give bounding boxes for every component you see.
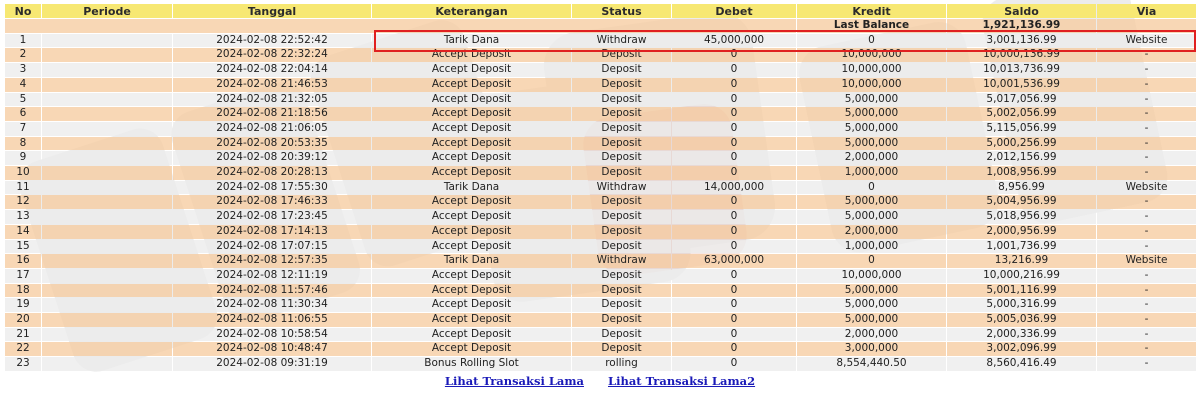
cell-periode xyxy=(42,269,172,283)
cell-keterangan: Accept Deposit xyxy=(372,151,571,165)
cell-status: Deposit xyxy=(572,313,671,327)
cell-saldo: 2,012,156.99 xyxy=(947,151,1096,165)
cell-tanggal: 2024-02-08 17:14:13 xyxy=(173,225,371,239)
cell-keterangan: Accept Deposit xyxy=(372,48,571,62)
cell-saldo: 1,001,736.99 xyxy=(947,240,1096,254)
table-row xyxy=(5,195,1196,209)
cell-no: 1 xyxy=(5,34,41,48)
cell-status: Deposit xyxy=(572,328,671,342)
cell-keterangan: Accept Deposit xyxy=(372,284,571,298)
cell-tanggal: 2024-02-08 21:06:05 xyxy=(173,122,371,136)
cell-debet: 14,000,000 xyxy=(672,181,796,195)
cell-via: - xyxy=(1097,93,1196,107)
cell-status: Deposit xyxy=(572,151,671,165)
cell-via: - xyxy=(1097,166,1196,180)
cell-periode xyxy=(42,48,172,62)
cell-kredit: 0 xyxy=(797,34,946,48)
table-row xyxy=(5,357,1196,371)
cell-status: Deposit xyxy=(572,166,671,180)
cell-debet: 45,000,000 xyxy=(672,34,796,48)
cell-via: - xyxy=(1097,48,1196,62)
cell-saldo: 5,000,256.99 xyxy=(947,137,1096,151)
cell-debet: 0 xyxy=(672,342,796,356)
cell-status: Deposit xyxy=(572,210,671,224)
cell-saldo: 13,216.99 xyxy=(947,254,1096,268)
highlight-box xyxy=(374,30,1196,52)
cell-tanggal: 2024-02-08 17:07:15 xyxy=(173,240,371,254)
cell-status: Deposit xyxy=(572,137,671,151)
cell-periode xyxy=(42,107,172,121)
table-row xyxy=(5,122,1196,136)
col-header-via: Via xyxy=(1097,4,1196,18)
cell-saldo: 5,001,116.99 xyxy=(947,284,1096,298)
cell-status: Deposit xyxy=(572,107,671,121)
cell-via: - xyxy=(1097,313,1196,327)
cell-via: Website xyxy=(1097,34,1196,48)
cell-kredit: 2,000,000 xyxy=(797,328,946,342)
cell-via: - xyxy=(1097,210,1196,224)
col-header-no: No xyxy=(5,4,41,18)
col-header-periode: Periode xyxy=(42,4,172,18)
cell-via: - xyxy=(1097,342,1196,356)
cell-tanggal: 2024-02-08 20:28:13 xyxy=(173,166,371,180)
cell-via: - xyxy=(1097,225,1196,239)
cell-no: 3 xyxy=(5,63,41,77)
cell-saldo: 1,008,956.99 xyxy=(947,166,1096,180)
cell-no: 23 xyxy=(5,357,41,371)
cell-periode xyxy=(42,195,172,209)
table-row xyxy=(5,225,1196,239)
cell-saldo: 5,018,956.99 xyxy=(947,210,1096,224)
cell-periode xyxy=(42,210,172,224)
cell-kredit: 1,000,000 xyxy=(797,166,946,180)
table-row xyxy=(5,254,1196,268)
cell-kredit: 5,000,000 xyxy=(797,210,946,224)
cell-keterangan: Accept Deposit xyxy=(372,342,571,356)
cell-kredit: 2,000,000 xyxy=(797,151,946,165)
cell-debet: 0 xyxy=(672,63,796,77)
table-row xyxy=(5,342,1196,356)
cell-status: Deposit xyxy=(572,284,671,298)
cell-via: Website xyxy=(1097,254,1196,268)
cell-saldo: 8,956.99 xyxy=(947,181,1096,195)
cell-no: 19 xyxy=(5,298,41,312)
cell-saldo: 5,017,056.99 xyxy=(947,93,1096,107)
cell-debet: 0 xyxy=(672,284,796,298)
cell-status: Deposit xyxy=(572,48,671,62)
table-row xyxy=(5,240,1196,254)
cell-tanggal: 2024-02-08 20:53:35 xyxy=(173,137,371,151)
cell-saldo: 5,005,036.99 xyxy=(947,313,1096,327)
cell-no: 12 xyxy=(5,195,41,209)
cell-saldo: 10,000,216.99 xyxy=(947,269,1096,283)
cell-tanggal: 2024-02-08 17:46:33 xyxy=(173,195,371,209)
old-transactions-link[interactable]: Lihat Transaksi Lama xyxy=(444,374,584,388)
cell-status: Withdraw xyxy=(572,181,671,195)
cell-keterangan: Accept Deposit xyxy=(372,313,571,327)
cell-periode xyxy=(42,328,172,342)
cell-status: Deposit xyxy=(572,269,671,283)
cell-no: 6 xyxy=(5,107,41,121)
cell-kredit: 0 xyxy=(797,181,946,195)
cell-tanggal: 2024-02-08 09:31:19 xyxy=(173,357,371,371)
cell-status: Deposit xyxy=(572,240,671,254)
cell-no: 2 xyxy=(5,48,41,62)
history-links xyxy=(0,374,1200,388)
cell-periode xyxy=(42,284,172,298)
cell-status: Deposit xyxy=(572,298,671,312)
cell-status: Deposit xyxy=(572,225,671,239)
cell-tanggal: 2024-02-08 11:57:46 xyxy=(173,284,371,298)
cell-debet: 0 xyxy=(672,151,796,165)
cell-no: 16 xyxy=(5,254,41,268)
cell-no: 21 xyxy=(5,328,41,342)
transaction-table xyxy=(4,3,1197,372)
last-balance-value: 1,921,136.99 xyxy=(947,19,1096,33)
cell-debet: 0 xyxy=(672,166,796,180)
cell-keterangan: Accept Deposit xyxy=(372,122,571,136)
cell-via: - xyxy=(1097,284,1196,298)
cell-status: Withdraw xyxy=(572,34,671,48)
cell-kredit: 5,000,000 xyxy=(797,313,946,327)
table-header-row xyxy=(5,4,1196,18)
cell-kredit: 10,000,000 xyxy=(797,63,946,77)
cell-kredit: 5,000,000 xyxy=(797,195,946,209)
cell-periode xyxy=(42,78,172,92)
cell-status: Deposit xyxy=(572,78,671,92)
table-row xyxy=(5,210,1196,224)
cell-keterangan: Accept Deposit xyxy=(372,269,571,283)
cell-tanggal: 2024-02-08 11:06:55 xyxy=(173,313,371,327)
table-row xyxy=(5,151,1196,165)
cell-periode xyxy=(42,357,172,371)
col-header-kredit: Kredit xyxy=(797,4,946,18)
cell-kredit: 3,000,000 xyxy=(797,342,946,356)
table-row xyxy=(5,269,1196,283)
cell-kredit: 10,000,000 xyxy=(797,48,946,62)
cell-periode xyxy=(42,137,172,151)
cell-via: - xyxy=(1097,328,1196,342)
cell-debet: 0 xyxy=(672,48,796,62)
cell-via: - xyxy=(1097,78,1196,92)
cell-no: 18 xyxy=(5,284,41,298)
cell-status: Deposit xyxy=(572,93,671,107)
col-header-tanggal: Tanggal xyxy=(173,4,371,18)
cell-no: 17 xyxy=(5,269,41,283)
cell-tanggal: 2024-02-08 12:11:19 xyxy=(173,269,371,283)
table-row xyxy=(5,63,1196,77)
cell-keterangan: Tarik Dana xyxy=(372,254,571,268)
cell-saldo: 3,002,096.99 xyxy=(947,342,1096,356)
cell-no: 22 xyxy=(5,342,41,356)
cell-debet: 0 xyxy=(672,240,796,254)
cell-debet: 0 xyxy=(672,122,796,136)
cell-status: Deposit xyxy=(572,63,671,77)
cell-periode xyxy=(42,181,172,195)
cell-no: 10 xyxy=(5,166,41,180)
cell-saldo: 10,001,536.99 xyxy=(947,78,1096,92)
cell-tanggal: 2024-02-08 10:58:54 xyxy=(173,328,371,342)
cell-no: 8 xyxy=(5,137,41,151)
cell-keterangan: Bonus Rolling Slot xyxy=(372,357,571,371)
cell-debet: 0 xyxy=(672,328,796,342)
cell-keterangan: Accept Deposit xyxy=(372,240,571,254)
old-transactions-2-link[interactable]: Lihat Transaksi Lama2 xyxy=(608,374,756,388)
cell-keterangan: Accept Deposit xyxy=(372,78,571,92)
cell-kredit: 10,000,000 xyxy=(797,269,946,283)
cell-no: 15 xyxy=(5,240,41,254)
cell-tanggal: 2024-02-08 21:46:53 xyxy=(173,78,371,92)
cell-via: - xyxy=(1097,357,1196,371)
cell-tanggal: 2024-02-08 22:52:42 xyxy=(173,34,371,48)
cell-periode xyxy=(42,122,172,136)
cell-periode xyxy=(42,342,172,356)
cell-tanggal: 2024-02-08 17:23:45 xyxy=(173,210,371,224)
cell-periode xyxy=(42,254,172,268)
cell-debet: 0 xyxy=(672,313,796,327)
cell-keterangan: Accept Deposit xyxy=(372,328,571,342)
cell-no: 11 xyxy=(5,181,41,195)
last-balance-label: Last Balance xyxy=(797,19,946,33)
table-row xyxy=(5,137,1196,151)
table-row xyxy=(5,93,1196,107)
col-header-keterangan: Keterangan xyxy=(372,4,571,18)
cell-periode xyxy=(42,151,172,165)
cell-no: 5 xyxy=(5,93,41,107)
table-row xyxy=(5,181,1196,195)
cell-via: - xyxy=(1097,298,1196,312)
cell-saldo: 10,013,736.99 xyxy=(947,63,1096,77)
cell-periode xyxy=(42,34,172,48)
cell-status: Deposit xyxy=(572,195,671,209)
cell-keterangan: Accept Deposit xyxy=(372,298,571,312)
cell-kredit: 2,000,000 xyxy=(797,225,946,239)
cell-no: 13 xyxy=(5,210,41,224)
cell-debet: 0 xyxy=(672,298,796,312)
cell-debet: 0 xyxy=(672,210,796,224)
transaction-table-container xyxy=(4,3,1196,372)
cell-tanggal: 2024-02-08 10:48:47 xyxy=(173,342,371,356)
cell-kredit: 5,000,000 xyxy=(797,122,946,136)
cell-via: - xyxy=(1097,122,1196,136)
cell-no: 9 xyxy=(5,151,41,165)
cell-periode xyxy=(42,93,172,107)
cell-tanggal: 2024-02-08 11:30:34 xyxy=(173,298,371,312)
cell-via: - xyxy=(1097,240,1196,254)
cell-no: 4 xyxy=(5,78,41,92)
cell-no: 7 xyxy=(5,122,41,136)
cell-keterangan: Accept Deposit xyxy=(372,210,571,224)
cell-tanggal: 2024-02-08 22:04:14 xyxy=(173,63,371,77)
cell-keterangan: Accept Deposit xyxy=(372,137,571,151)
cell-periode xyxy=(42,166,172,180)
cell-keterangan: Accept Deposit xyxy=(372,107,571,121)
cell-tanggal: 2024-02-08 12:57:35 xyxy=(173,254,371,268)
cell-debet: 0 xyxy=(672,195,796,209)
cell-saldo: 5,002,056.99 xyxy=(947,107,1096,121)
cell-tanggal: 2024-02-08 21:32:05 xyxy=(173,93,371,107)
col-header-saldo: Saldo xyxy=(947,4,1096,18)
cell-kredit: 5,000,000 xyxy=(797,93,946,107)
cell-periode xyxy=(42,240,172,254)
cell-debet: 0 xyxy=(672,225,796,239)
cell-saldo: 3,001,136.99 xyxy=(947,34,1096,48)
cell-debet: 0 xyxy=(672,107,796,121)
cell-status: Deposit xyxy=(572,342,671,356)
cell-no: 14 xyxy=(5,225,41,239)
cell-debet: 0 xyxy=(672,78,796,92)
cell-debet: 0 xyxy=(672,357,796,371)
cell-kredit: 5,000,000 xyxy=(797,298,946,312)
table-row xyxy=(5,284,1196,298)
cell-via: Website xyxy=(1097,181,1196,195)
cell-kredit: 1,000,000 xyxy=(797,240,946,254)
cell-periode xyxy=(42,313,172,327)
table-row xyxy=(5,78,1196,92)
cell-periode xyxy=(42,63,172,77)
cell-keterangan: Accept Deposit xyxy=(372,225,571,239)
cell-periode xyxy=(42,225,172,239)
cell-no: 20 xyxy=(5,313,41,327)
cell-debet: 63,000,000 xyxy=(672,254,796,268)
table-row xyxy=(5,298,1196,312)
cell-status: rolling xyxy=(572,357,671,371)
cell-kredit: 0 xyxy=(797,254,946,268)
cell-debet: 0 xyxy=(672,137,796,151)
cell-via: - xyxy=(1097,151,1196,165)
cell-keterangan: Tarik Dana xyxy=(372,181,571,195)
cell-kredit: 5,000,000 xyxy=(797,107,946,121)
cell-kredit: 5,000,000 xyxy=(797,137,946,151)
cell-tanggal: 2024-02-08 21:18:56 xyxy=(173,107,371,121)
cell-keterangan: Accept Deposit xyxy=(372,166,571,180)
cell-saldo: 10,000,136.99 xyxy=(947,48,1096,62)
table-row xyxy=(5,313,1196,327)
cell-tanggal: 2024-02-08 17:55:30 xyxy=(173,181,371,195)
cell-debet: 0 xyxy=(672,269,796,283)
cell-via: - xyxy=(1097,137,1196,151)
cell-kredit: 8,554,440.50 xyxy=(797,357,946,371)
cell-via: - xyxy=(1097,63,1196,77)
cell-saldo: 2,000,956.99 xyxy=(947,225,1096,239)
cell-via: - xyxy=(1097,269,1196,283)
col-header-debet: Debet xyxy=(672,4,796,18)
cell-saldo: 5,004,956.99 xyxy=(947,195,1096,209)
cell-keterangan: Accept Deposit xyxy=(372,93,571,107)
table-row xyxy=(5,166,1196,180)
col-header-status: Status xyxy=(572,4,671,18)
cell-keterangan: Accept Deposit xyxy=(372,195,571,209)
cell-saldo: 2,000,336.99 xyxy=(947,328,1096,342)
cell-via: - xyxy=(1097,195,1196,209)
cell-saldo: 8,560,416.49 xyxy=(947,357,1096,371)
cell-status: Deposit xyxy=(572,122,671,136)
cell-kredit: 5,000,000 xyxy=(797,284,946,298)
cell-status: Withdraw xyxy=(572,254,671,268)
cell-keterangan: Tarik Dana xyxy=(372,34,571,48)
cell-via: - xyxy=(1097,107,1196,121)
cell-debet: 0 xyxy=(672,93,796,107)
table-row xyxy=(5,107,1196,121)
cell-saldo: 5,000,316.99 xyxy=(947,298,1096,312)
table-row xyxy=(5,328,1196,342)
cell-tanggal: 2024-02-08 22:32:24 xyxy=(173,48,371,62)
cell-tanggal: 2024-02-08 20:39:12 xyxy=(173,151,371,165)
cell-kredit: 10,000,000 xyxy=(797,78,946,92)
cell-keterangan: Accept Deposit xyxy=(372,63,571,77)
cell-saldo: 5,115,056.99 xyxy=(947,122,1096,136)
cell-periode xyxy=(42,298,172,312)
